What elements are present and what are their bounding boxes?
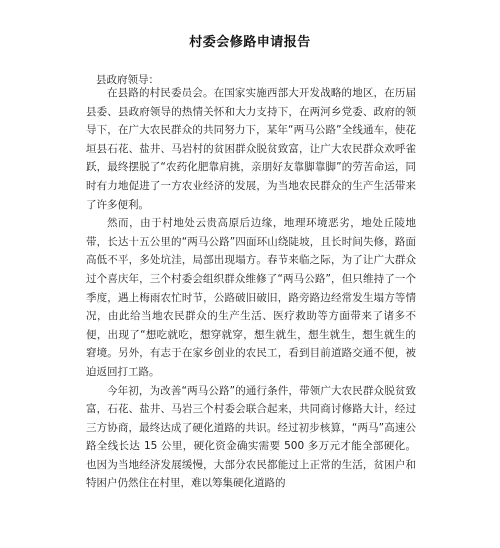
- paragraph: 然而，由于村地处云贵高原后边缘，地理环境恶劣，地处丘陵地带，长达十五公里的“两马公路”四面环山绕陡坡，且长时间失修，路面高低不平，多处坑洼，局部出现塌方。春节来临之际，为了让广大群众过个喜庆年，三个村委会组织群众维修了“两马公路”，但只维持了一个季度，遇上梅雨农忙时节，公路破旧破旧，路旁路边经常发生塌方等情况，由此给当地农民群众的生产生活、医疗救助等方面带来了诸多不便，出现了“想吃就吃，想穿就穿，想生就生，想生就生，想生就生的窘境。另外，有志于在家乡创业的农民工，看到目前道路交通不便，被迫返回打工路。: [86, 217, 416, 378]
- document-body: [86, 84, 416, 493]
- document-title: 村委会修路申请报告: [189, 35, 311, 50]
- salutation: 县政府领导：: [96, 74, 159, 86]
- paragraph: 今年初，为改善“两马公路”的通行条件，带领广大农民群众脱贫致富，石花、盐井、马岩三个村委会联合起来，共同商讨修路大计，经过三方协商，最终达成了硬化道路的共识。经过初步核算，“两马”高速公路全线长达 15 公里，硬化资金确实需要 500 多万元才能全部硬化。也因为当地经济发展缓慢，大部分农民都能过上正常的生活，贫困户和特困户仍然住在村里，难以筹集硬化道路的: [86, 384, 416, 490]
- paragraph: 在县路的村民委员会。在国家实施西部大开发战略的地区，在历届县委、县政府领导的热情关怀和大力支持下，在两河乡党委、政府的领导下，在广大农民群众的共同努力下，某年“两马公路”全线通车，使花垣县石花、盐井、马岩村的贫困群众脱贫致富，让广大农民群众欢呼雀跃，最终摆脱了“农药化肥靠肩挑，亲朋好友靠脚靠脚”的劳苦命运，同时有力地促进了一方农业经济的发展，为当地农民群众的生产生活带来了许多便利。: [86, 87, 416, 211]
